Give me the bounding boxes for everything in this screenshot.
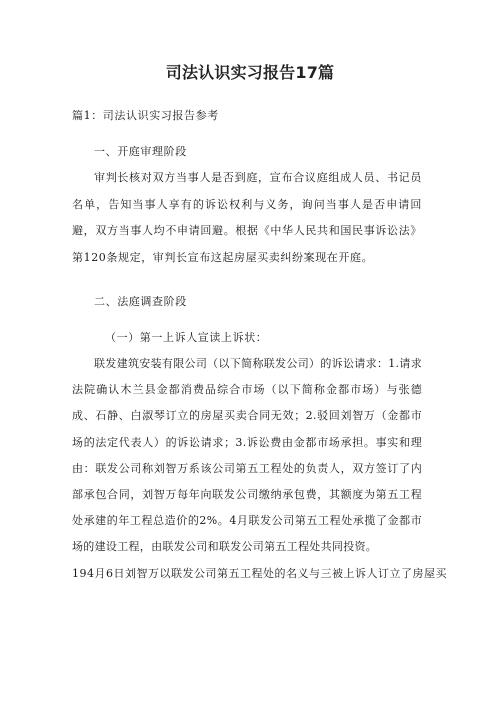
- part1-paragraph: 审判长核对双方当事人是否到庭，宣布合议庭组成人员、书记员名单，告知当事人享有的诉讼权利与义务，询问当事人是否申请回避，双方当事人均不申请回避。根据《中华人民共和国民事诉讼法》第120条规定，审判长宣布这起房屋买卖纠纷案现在开庭。: [72, 171, 422, 264]
- part2-paragraph: 联发建筑安装有限公司（以下简称联发公司）的诉讼请求：1.请求法院确认木兰县金都消费品综合市场（以下简称金都市场）与张德成、石静、白淑琴订立的房屋买卖合同无效；2.驳回刘智万（金都市场的法定代表人）的诉讼请求；3.诉讼费由金都市场承担。事实和理由：联发公司称刘智万系该公司第五工程处的负责人，双方签订了内部承包合同，刘智万每年向联发公司缴纳承包费，其额度为第五工程处承建的年工程总造价的2%。4月联发公司第五工程处承揽了金都市场的建设工程，由联发公司和联发公司第五工程处共同投资。: [72, 357, 422, 554]
- part1-heading: 一、开庭审理阶段: [94, 145, 187, 158]
- section-heading: 篇1：司法认识实习报告参考: [72, 109, 219, 122]
- part2-sub-heading: （一）第一上诉人宣读上诉状：: [105, 331, 268, 344]
- last-line: 194月6日刘智万以联发公司第五工程处的名义与三被上诉人订立了房屋买: [72, 566, 447, 580]
- part2-heading: 二、法庭调查阶段: [94, 295, 187, 308]
- document-title: 司法认识实习报告17篇: [165, 63, 335, 82]
